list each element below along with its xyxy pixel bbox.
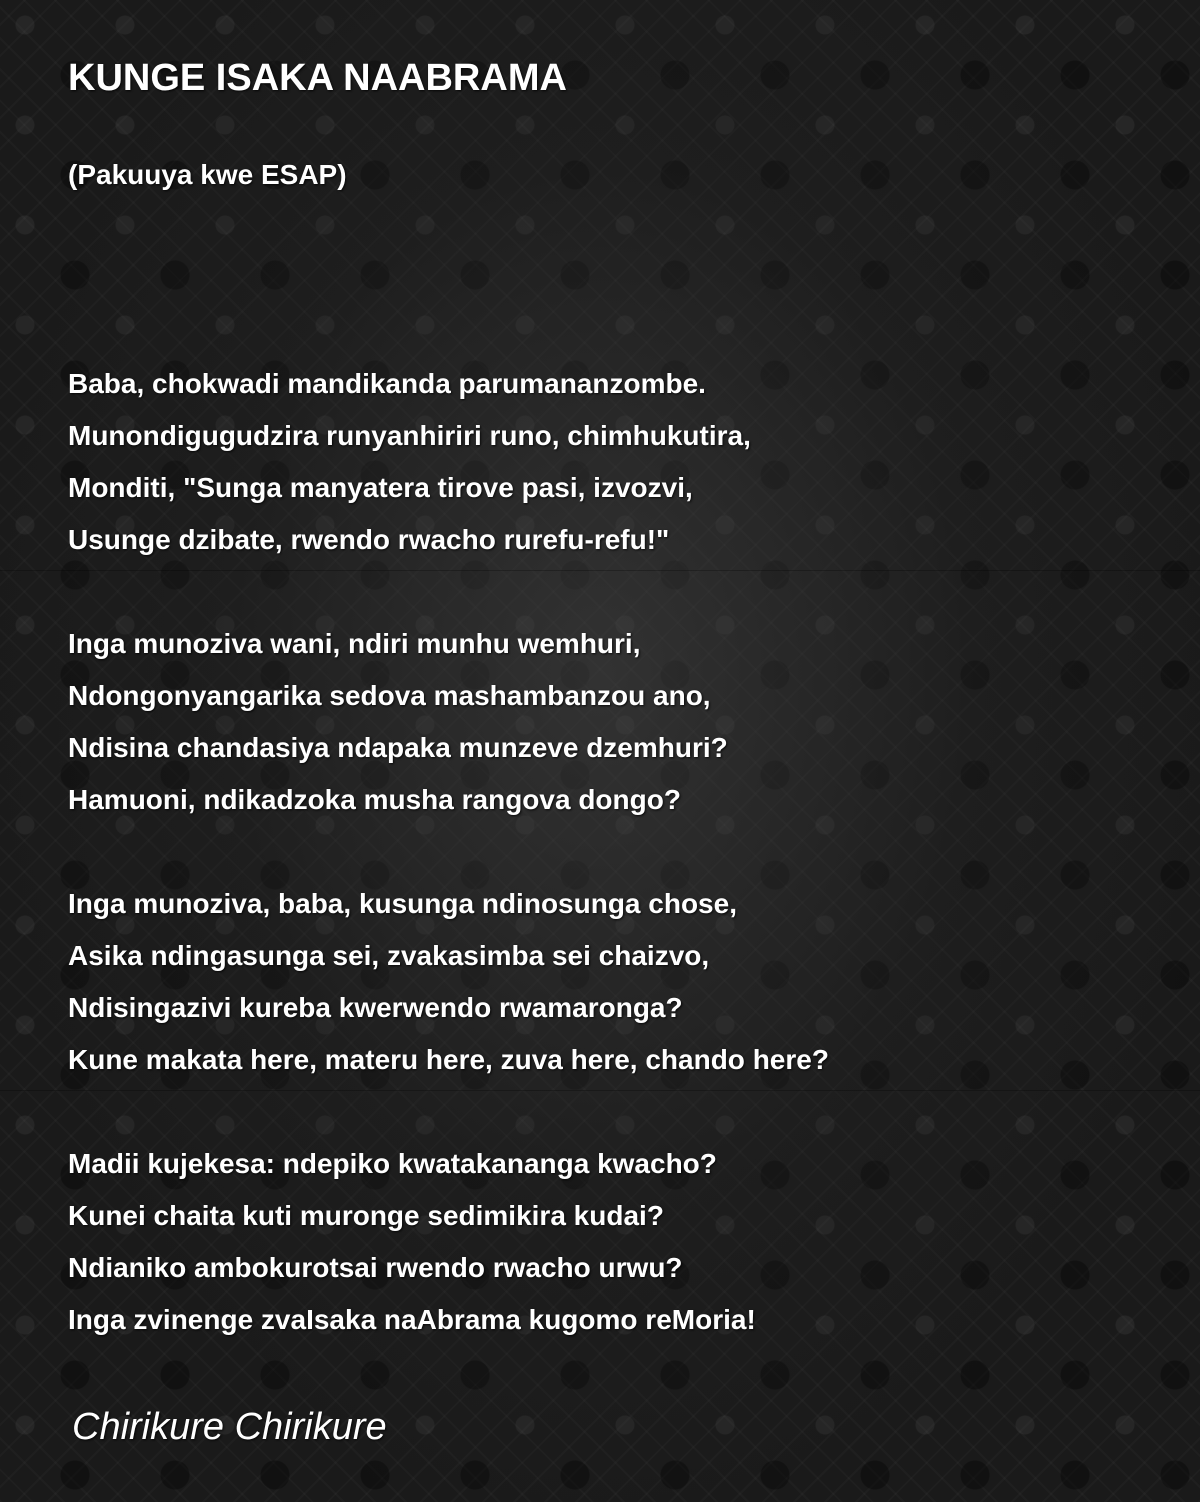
- poem-line: Baba, chokwadi mandikanda parumananzombe.: [68, 368, 706, 399]
- poem-line: Ndisingazivi kureba kwerwendo rwamaronga?: [68, 992, 683, 1023]
- poem-subtitle: (Pakuuya kwe ESAP): [68, 159, 347, 190]
- poem-line: Inga munoziva, baba, kusunga ndinosunga chose,: [68, 888, 737, 919]
- poem-line: Monditi, "Sunga manyatera tirove pasi, izvozvi,: [68, 472, 693, 503]
- stanza-4: [68, 1138, 756, 1346]
- poem-line: Hamuoni, ndikadzoka musha rangova dongo?: [68, 784, 681, 815]
- poem-line: Kunei chaita kuti muronge sedimikira kudai?: [68, 1200, 664, 1231]
- poem-line: Asika ndingasunga sei, zvakasimba sei chaizvo,: [68, 940, 710, 971]
- poem-author: Chirikure Chirikure: [72, 1406, 387, 1448]
- stanza-2: [68, 618, 728, 826]
- poem-line: Ndisina chandasiya ndapaka munzeve dzemhuri?: [68, 732, 728, 763]
- poem-line: Ndongonyangarika sedova mashambanzou ano,: [68, 680, 711, 711]
- poem-line: Kune makata here, materu here, zuva here, chando here?: [68, 1044, 829, 1075]
- stanza-3: [68, 878, 829, 1086]
- stanza-1: [68, 358, 751, 566]
- poem-title: KUNGE ISAKA NAABRAMA: [68, 57, 567, 99]
- poem-line: Munondigugudzira runyanhiriri runo, chimhukutira,: [68, 420, 751, 451]
- background-seam: [0, 570, 1200, 571]
- poem-line: Inga zvinenge zvaIsaka naAbrama kugomo reMoria!: [68, 1304, 756, 1335]
- poem-line: Inga munoziva wani, ndiri munhu wemhuri,: [68, 628, 641, 659]
- background-seam: [0, 1090, 1200, 1091]
- poem-line: Ndianiko ambokurotsai rwendo rwacho urwu?: [68, 1252, 683, 1283]
- poem-line: Usunge dzibate, rwendo rwacho rurefu-refu!": [68, 524, 670, 555]
- poem-line: Madii kujekesa: ndepiko kwatakananga kwacho?: [68, 1148, 717, 1179]
